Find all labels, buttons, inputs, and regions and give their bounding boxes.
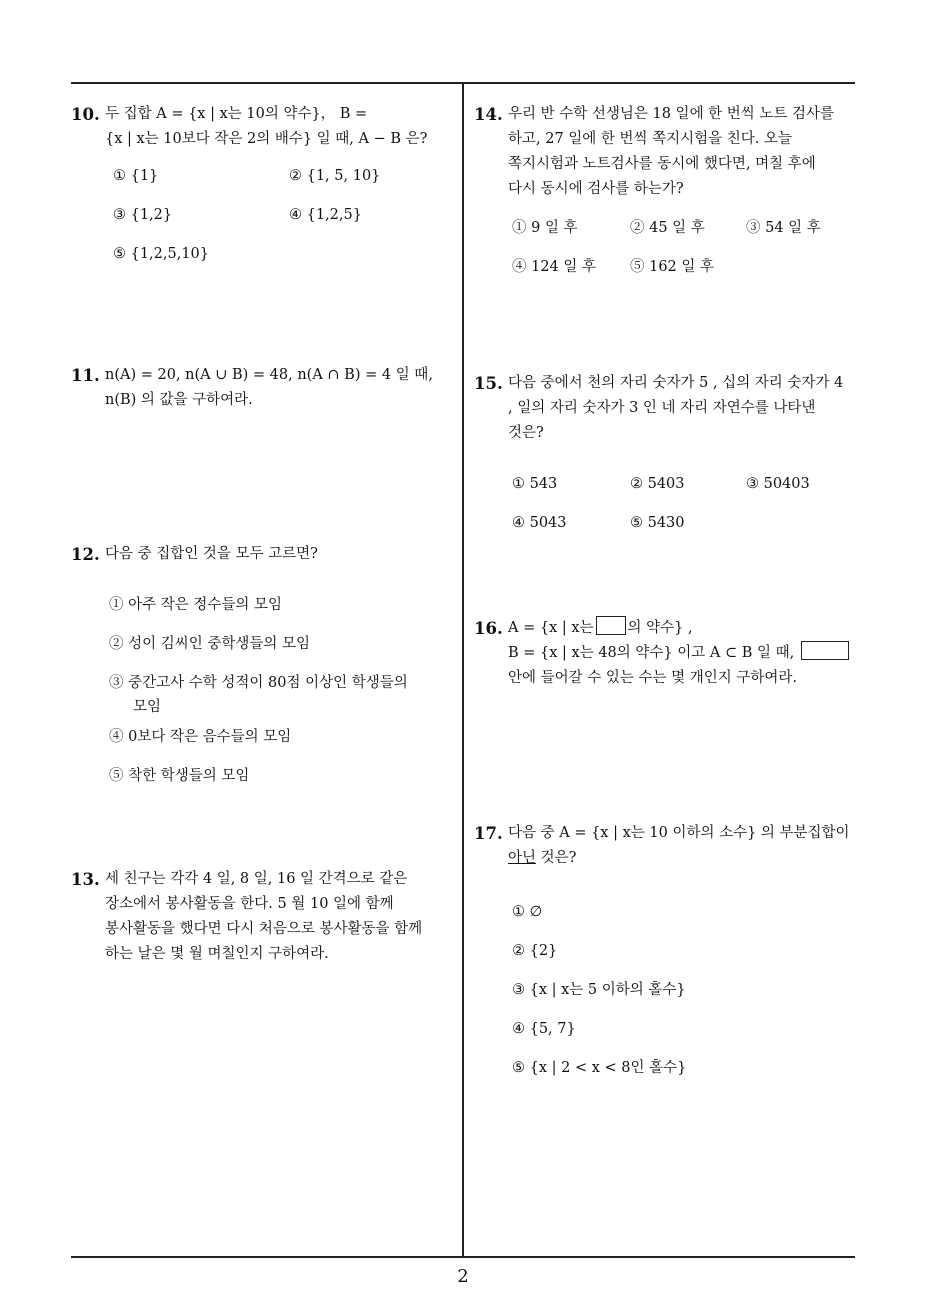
option-2[interactable]: ② {2} — [512, 943, 558, 959]
question-17 — [474, 821, 864, 1076]
option-5[interactable]: ⑤ 착한 학생들의 모임 — [109, 768, 250, 784]
option-3[interactable]: ③ {x | x는 5 이하의 홀수} — [512, 982, 686, 998]
option-1[interactable]: ① 아주 작은 정수들의 모임 — [109, 597, 283, 613]
option-4[interactable]: ④ 124 일 후 — [512, 259, 597, 275]
question-number: 14. — [474, 105, 503, 124]
question-10 — [71, 102, 451, 272]
option-4[interactable]: ④ 0보다 작은 음수들의 모임 — [109, 729, 292, 745]
option-4[interactable]: ④ {1,2,5} — [289, 207, 362, 223]
option-1[interactable]: ① {1} — [113, 168, 159, 184]
option-2[interactable]: ② {1, 5, 10} — [289, 168, 381, 184]
question-stem: n(A) = 20, n(A ∪ B) = 48, n(A ∩ B) = 4 일 때, n(B) 의 값을 구하여라. — [105, 367, 433, 408]
question-stem: 다음 중 A = {x | x는 10 이하의 소수} 의 부분집합이 아닌 것은? — [508, 825, 850, 866]
option-5[interactable]: ⑤ {x | 2 < x < 8인 홀수} — [512, 1060, 687, 1076]
question-number: 10. — [71, 105, 100, 124]
question-number: 15. — [474, 374, 503, 393]
blank-box — [801, 641, 849, 660]
option-1[interactable]: ① ∅ — [512, 904, 543, 920]
blank-box — [596, 616, 626, 635]
question-11 — [71, 363, 451, 413]
option-list — [109, 567, 451, 787]
question-number: 13. — [71, 870, 100, 889]
option-list — [512, 871, 864, 1076]
bottom-rule — [71, 1256, 855, 1258]
option-list — [113, 152, 451, 272]
option-3[interactable]: ③ {1,2} — [113, 207, 173, 223]
option-3-continued: 모임 — [133, 699, 162, 715]
option-1[interactable]: ① 543 — [512, 476, 558, 492]
option-5[interactable]: ⑤ 5430 — [630, 515, 685, 531]
option-list — [512, 202, 859, 282]
option-list — [512, 446, 859, 536]
underlined-word: 아닌 — [508, 850, 537, 866]
question-stem: 세 친구는 각각 4 일, 8 일, 16 일 간격으로 같은 장소에서 봉사활동을 한다. 5 월 10 일에 함께 봉사활동을 했다면 다시 처음으로 봉사활동을 함께 하는 날은 몇 월 며칠인지 구하여라. — [105, 871, 423, 962]
option-1[interactable]: ① 9 일 후 — [512, 220, 578, 236]
question-number: 17. — [474, 824, 503, 843]
option-5[interactable]: ⑤ 162 일 후 — [630, 259, 715, 275]
question-number: 11. — [71, 366, 100, 385]
question-15 — [474, 371, 859, 536]
option-4[interactable]: ④ {5, 7} — [512, 1021, 576, 1037]
question-number: 12. — [71, 545, 100, 564]
question-stem: 다음 중 집합인 것을 모두 고르면? — [105, 546, 318, 562]
option-3[interactable]: ③ 54 일 후 — [746, 220, 821, 236]
option-2[interactable]: ② 5403 — [630, 476, 685, 492]
option-3[interactable]: ③ 중간고사 수학 성적이 80점 이상인 학생들의 — [109, 675, 408, 691]
option-5[interactable]: ⑤ {1,2,5,10} — [113, 246, 210, 262]
option-4[interactable]: ④ 5043 — [512, 515, 567, 531]
page-number: 2 — [457, 1266, 469, 1287]
question-stem: 우리 반 수학 선생님은 18 일에 한 번씩 노트 검사를 하고, 27 일에 한 번씩 쪽지시험을 친다. 오늘 쪽지시험과 노트검사를 동시에 했다면, 며칠 후에 다시 동시에 검사를 하는가? — [508, 106, 835, 197]
column-divider — [462, 82, 464, 1257]
question-number: 16. — [474, 619, 503, 638]
question-16 — [474, 616, 864, 691]
question-14 — [474, 102, 859, 282]
question-stem: 두 집합 A = {x | x는 10의 약수}， B = {x | x는 10보다 작은 2의 배수} 일 때, A − B 은? — [105, 106, 428, 147]
question-13 — [71, 867, 451, 967]
question-stem: 다음 중에서 천의 자리 숫자가 5 , 십의 자리 숫자가 4 , 일의 자리 숫자가 3 인 네 자리 자연수를 나타낸 것은? — [508, 375, 844, 441]
option-3[interactable]: ③ 50403 — [746, 476, 810, 492]
option-2[interactable]: ② 45 일 후 — [630, 220, 705, 236]
option-2[interactable]: ② 성이 김씨인 중학생들의 모임 — [109, 636, 311, 652]
question-stem: A = {x | x는 의 약수} , B = {x | x는 48의 약수} 이고 A ⊂ B 일 때, 안에 들어갈 수 있는 수는 몇 개인지 구하여라. — [508, 616, 864, 691]
question-12 — [71, 542, 451, 787]
